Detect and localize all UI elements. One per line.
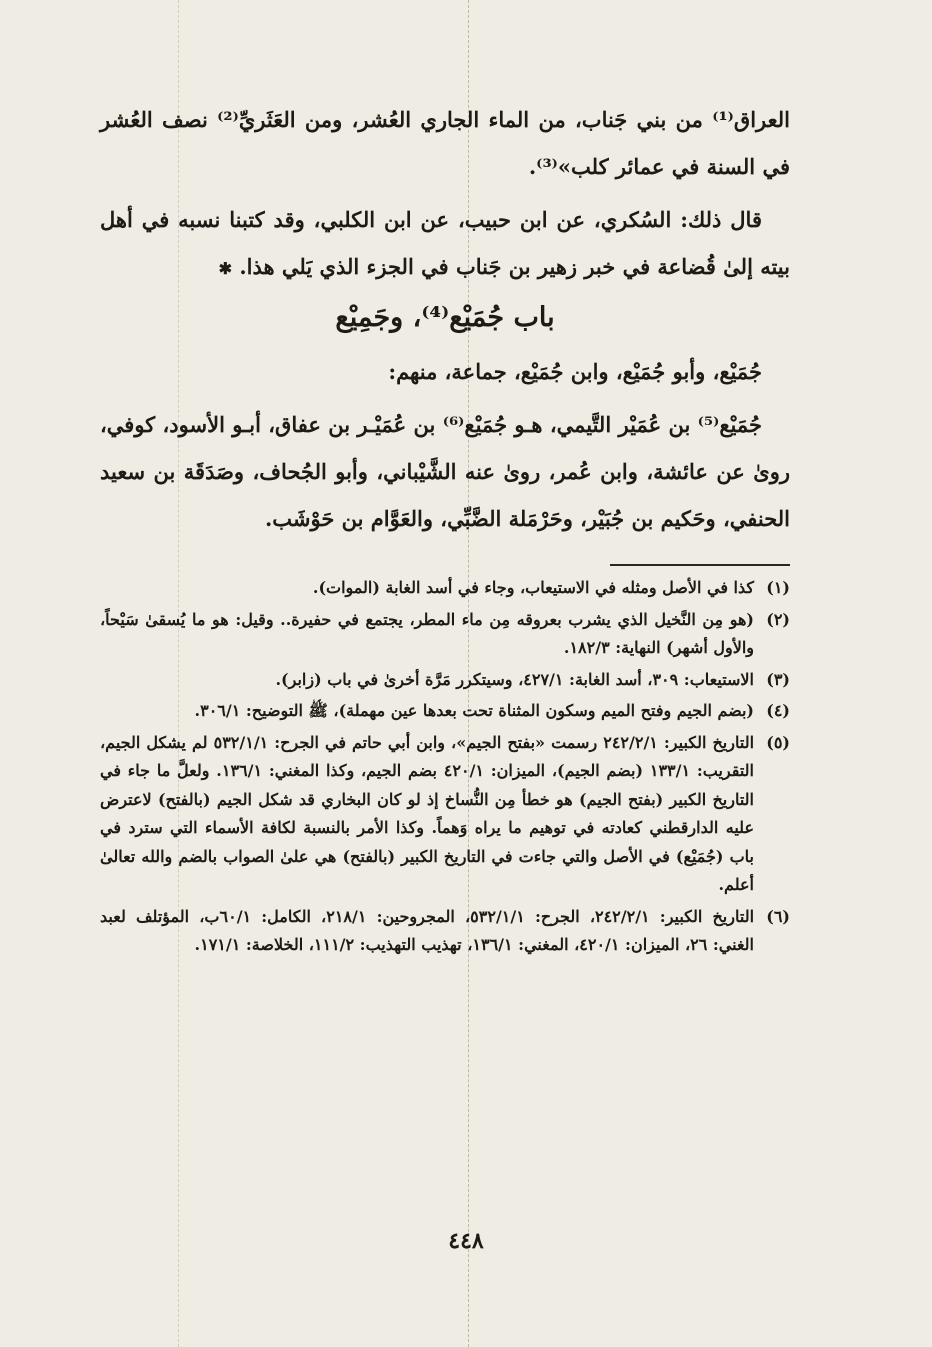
footnote-text: (بضم الجيم وفتح الميم وسكون المثناة تحت بعدها عين مهملة)، ﷺ التوضيح: ٣٠٦/١. [194, 701, 754, 720]
footnote-3 [100, 666, 790, 695]
footnotes [100, 574, 790, 960]
footnote-number: (٥) [766, 732, 790, 752]
body-paragraph-1: العراق⁽¹⁾ من بني جَناب، من الماء الجاري العُشر، ومن العَثَريِّ⁽²⁾ نصف العُشر في السنة في عمائر كلب»⁽³⁾. [100, 107, 790, 179]
footnote-text: كذا في الأصل ومثله في الاستيعاب، وجاء في أسد الغابة (الموات). [312, 578, 754, 597]
page-number: ٤٤٨ [448, 1228, 484, 1254]
footnote-number: (٣) [766, 669, 790, 689]
page-content [100, 96, 790, 963]
footnote-1 [100, 574, 790, 603]
chapter-heading: باب جُمَيْع⁽⁴⁾، وجَمِيْع [335, 302, 555, 333]
footnote-number: (١) [766, 578, 790, 597]
footnote-divider [610, 564, 790, 566]
footnote-6 [100, 903, 790, 960]
body-paragraph-4: جُمَيْع⁽⁵⁾ بن عُمَيْر التَّيمي، هـو جُمَيْع⁽⁶⁾ بن عُمَيْـر بن عفاق، أبـو الأسود، كوفي، روىٰ عن عائشة، وابن عُمر، روىٰ عنه الشَّيْباني، وأبو الجُحاف، وصَدَقَة بن سعيد الحنفي، وحَكيم بن جُبَيْر، وحَرْمَلة الضَّبِّي، والعَوَّام بن حَوْشَب. [100, 412, 790, 531]
footnote-number: (٢) [766, 609, 790, 629]
body-paragraph-2 [100, 196, 790, 292]
footnote-text: التاريخ الكبير: ٢٤٢/٢/١، الجرح: ٥٣٢/١/١، المجروحين: ٢١٨/١، الكامل: ٦٠/١ب، المؤتلف لعبد الغني: ٢٦، الميزان: ٤٢٠/١، المغني: ١٣٦/١، تهذيب التهذيب: ١١١/٢، الخلاصة: ١٧١/١. [100, 906, 755, 954]
footnote-text: (هو مِن النَّخيل الذي يشرب بعروقه مِن ماء المطر، يجتمع في حفيرة.. وقيل: هو ما يُسقىٰ سَيْحاً، والأول أشهر) النهاية: ١٨٢/٣. [100, 609, 754, 657]
footnote-text: الاستيعاب: ٣٠٩، أسد الغابة: ٤٢٧/١، وسيتكرر مَرَّة أخرىٰ في باب (زابر). [275, 669, 754, 689]
section-star-mark: ✱ [218, 259, 233, 278]
footnote-4 [100, 697, 790, 726]
footnote-text: التاريخ الكبير: ٢٤٢/٢/١ رسمت «بفتح الجيم»، وابن أبي حاتم في الجرح: ٥٣٢/١/١ لم يشكل الجيم، التقريب: ١٣٣/١ (بضم الجيم)، الميزان: ٤٢٠/١ بضم الجيم، وكذا المغني: ١٣٦/١. ولعلَّ ما جاء في التاريخ الكبير (بفتح الجيم) هو خطأ مِن النُّساخ إذ لو كان البخاري قد شكل الجيم (بالفتح) لاعترض عليه الدارقطني كعادته في توهيم ما يراه وَهماً. وكذا الأمر بالنسبة لكافة الأسماء التي سترد في باب (جُمَيْع) في الأصل والتي جاءت في التاريخ الكبير (بالفتح) هي علىٰ الصواب بالضم والله تعالىٰ أعلم. [100, 732, 755, 894]
footnote-number: (٦) [766, 906, 790, 926]
footnote-2 [100, 606, 790, 663]
footnote-5 [100, 729, 790, 900]
body-paragraph-3: جُمَيْع، وأبو جُمَيْع، وابن جُمَيْع، جماعة، منهم: [388, 359, 762, 384]
body-paragraph-2-text: قال ذلك: السُكري، عن ابن حبيب، عن ابن الكلبي، وقد كتبنا نسبه في أهل بيته إلىٰ قُضاعة في خبر زهير بن جَناب في الجزء الذي يَلي هذا. [100, 207, 790, 279]
footnote-number: (٤) [766, 701, 790, 720]
